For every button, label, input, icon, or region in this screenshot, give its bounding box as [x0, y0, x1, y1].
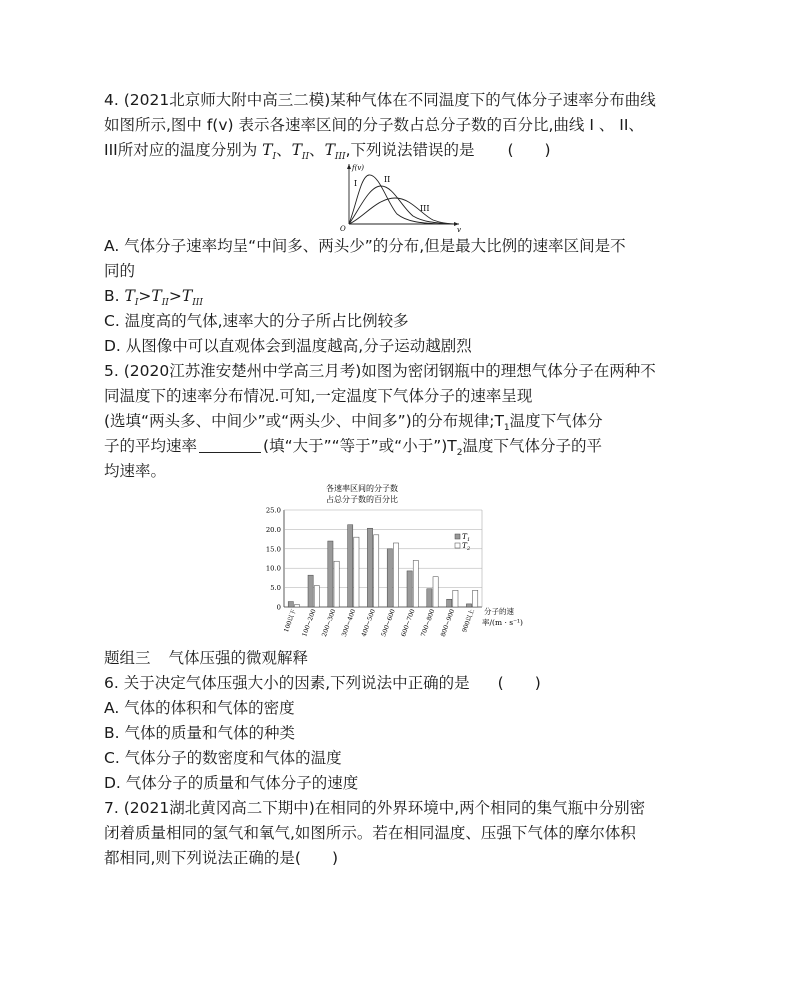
y-tick-label: 25.0 [265, 506, 281, 515]
bar-t1 [447, 599, 452, 607]
y-tick-label: 5.0 [270, 584, 281, 593]
temp-t2: $T_{II}$ [291, 141, 310, 163]
q4-line-2: 如图所示,图中 f(v) 表示各速率区间的分子数占总分子数的百分比,曲线 I 、 II、 [104, 116, 644, 134]
speed-distribution-bar-chart [258, 478, 538, 638]
q6-option-c: C. 气体分子的数密度和气体的温度 [104, 749, 342, 767]
q4-option-a-1: A. 气体分子速率均呈“中间多、两头少”的分布,但是最大比例的速率区间是不 [104, 237, 626, 255]
x-tick-label: 900以上 [461, 608, 476, 634]
q6-stem: 6. 关于决定气体压强大小的因素,下列说法中正确的是 ( ) [104, 674, 541, 692]
q5-line-4: 子的平均速率 (填“大于”“等于”或“小于$”)T_2$温度下气体分子的平 [104, 437, 603, 459]
bar-t2 [473, 590, 478, 607]
bar-t1 [348, 525, 353, 607]
bar-t2 [374, 535, 379, 607]
x-tick-label: 700~800 [419, 608, 437, 638]
bar-t2 [393, 543, 398, 607]
x-axis-label-line-1: 分子的速 [484, 607, 514, 616]
curve-iii [349, 198, 457, 224]
temp-t3: $T_{III}$ [324, 141, 346, 163]
bar-t2 [433, 577, 438, 607]
bar-t1 [308, 575, 313, 607]
x-tick-label: 600~700 [400, 608, 417, 638]
curve-ii [349, 186, 453, 224]
bar-t1 [288, 602, 293, 607]
q4-line-3-b: 下列说法错误的是 [350, 141, 475, 159]
bar-t1 [367, 528, 372, 607]
x-axis-label-line-2: 率/(m · s⁻¹) [482, 618, 523, 627]
bar-t2 [354, 537, 359, 607]
curve-label-ii: II [384, 175, 391, 184]
q6-option-d: D. 气体分子的质量和气体分子的速度 [104, 774, 359, 792]
bar-t1 [466, 604, 471, 607]
q4-line-3: III所对应的温度分别为 $T_I$、$T_{II}$、$T_{III}$,下列说法错误的是 ( ) [104, 141, 551, 163]
y-tick-label: 15.0 [265, 545, 281, 554]
chart-title-line-2: 占总分子数的百分比 [326, 495, 398, 504]
q7-line-2: 闭着质量相同的氢气和氧气,如图所示。若在相同温度、压强下气体的摩尔体积 [104, 824, 636, 842]
x-tick-label: 100以下 [282, 608, 298, 634]
bar-t1 [387, 549, 392, 607]
q4-option-c: C. 温度高的气体,速率大的分子所占比例较多 [104, 312, 409, 330]
x-axis-label: v [457, 226, 461, 232]
q6-option-a: A. 气体的体积和气体的密度 [104, 699, 295, 717]
x-tick-label: 200~300 [320, 608, 338, 638]
bar-t1 [328, 541, 333, 607]
bar-t2 [314, 586, 319, 607]
legend-t2: $T_2$ [462, 541, 471, 552]
q4-option-b: B. $T_I>T_{II}>T_{III}$ [104, 287, 203, 309]
q4-option-a-2: 同的 [104, 262, 136, 280]
y-tick-label: 10.0 [265, 564, 281, 573]
q4-option-d: D. 从图像中可以直观体会到温度越高,分子运动越剧烈 [104, 337, 472, 355]
x-tick-label: 300~400 [340, 608, 358, 638]
y-tick-label: 20.0 [265, 525, 281, 534]
y-tick-label: 0 [276, 603, 281, 612]
q5-line-3: (选填“两头多、中间少”或“两头少、中间多”)的分布规律$;T_1$温度下气体分 [104, 412, 603, 434]
temp-t1: $T_I$ [262, 141, 277, 163]
curve-label-iii: III [420, 204, 430, 213]
bar-t2 [453, 590, 458, 607]
q7-line-3: 都相同,则下列说法正确的是( ) [104, 849, 339, 867]
q4-distribution-figure [335, 158, 465, 232]
q6-option-b: B. 气体的质量和气体的种类 [104, 724, 295, 742]
legend-t1: $T_1$ [462, 532, 471, 543]
bar-t2 [334, 561, 339, 607]
chart-title-line-1: 各速率区间的分子数 [326, 484, 398, 493]
q5-line-2: 同温度下的速率分布情况.可知,一定温度下气体分子的速率呈现 [104, 387, 533, 405]
origin-label: O [340, 225, 346, 232]
x-tick-label: 400~500 [360, 608, 377, 638]
answer-blank[interactable] [199, 438, 261, 453]
bar-t1 [427, 589, 432, 607]
q4-answer-paren: ( ) [507, 141, 551, 159]
y-axis-label: f(v) [352, 164, 365, 172]
x-tick-label: 100~200 [301, 608, 318, 638]
bar-t2 [413, 560, 418, 607]
q5-line-1: 5. (2020江苏淮安楚州中学高三月考)如图为密闭钢瓶中的理想气体分子在两种不 [104, 362, 656, 380]
bar-t2 [294, 605, 299, 607]
section-heading: 题组三 气体压强的微观解释 [104, 649, 309, 667]
x-tick-label: 500~600 [380, 608, 397, 638]
curve-label-i: I [354, 179, 358, 188]
x-tick-label: 800~900 [439, 608, 457, 638]
bar-t1 [407, 571, 412, 607]
q5-line-5: 均速率。 [104, 462, 167, 480]
curve-i [349, 175, 439, 224]
q4-line-1: 4. (2021北京师大附中高三二模)某种气体在不同温度下的气体分子速率分布曲线 [104, 91, 656, 109]
q4-line-3-a: III所对应的温度分别为 [104, 141, 258, 159]
q7-line-1: 7. (2021湖北黄冈高二下期中)在相同的外界环境中,两个相同的集气瓶中分别密 [104, 799, 646, 817]
